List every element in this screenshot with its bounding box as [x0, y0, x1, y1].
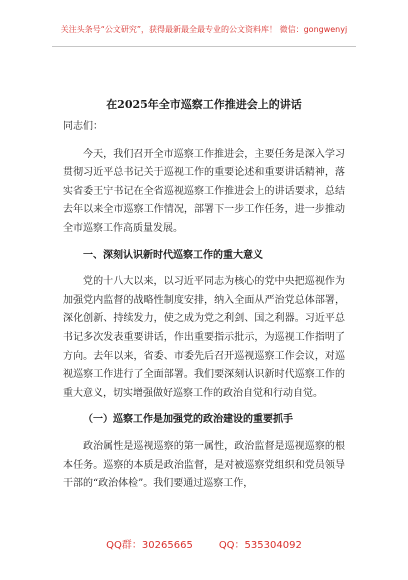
- document-title: 在2025年全市巡察工作推进会上的讲话: [106, 98, 302, 111]
- section-paragraph-1: 党的十八大以来，以习近平同志为核心的党中央把巡视作为加强党内监督的战略性制度安排，纳入全面从严治党总体部署，深化创新、持续发力，使之成为党之利剑、国之利器。习近平总书记多次发表重要讲话，作出重要指示批示，为巡视工作指明了方向。去年以来，省委、市委先后召开巡视巡察工作会议，对巡视巡察工作进行了全面部署。我们要深刻认识新时代巡察工作的重大意义，切实增强做好巡察工作的政治自觉和行动自觉。: [63, 276, 345, 399]
- document-body: [63, 118, 345, 494]
- footer-contact: [0, 536, 408, 551]
- subsection-paragraph-1: 政治属性是巡视巡察的第一属性，政治监督是巡视巡察的根本任务。巡察的本质是政治监督，是对被巡察党组织和党员领导干部的“政治体检”。我们要通过巡察工作，: [63, 440, 345, 490]
- footer-qq-group: QQ群：30265665: [106, 540, 193, 551]
- header-divider: [52, 46, 356, 47]
- salutation: 同志们：: [63, 121, 103, 132]
- subsection-heading-1: （一）巡察工作是加强党的政治建设的重要抓手: [83, 414, 293, 426]
- footer-qq: QQ：535304092: [218, 540, 302, 551]
- section-heading-1: 一、深刻认识新时代巡察工作的重大意义: [83, 249, 263, 261]
- intro-paragraph: 今天，我们召开全市巡察工作推进会，主要任务是深入学习贯彻习近平总书记关于巡视工作的重要论述和重要讲话精神，落实省委王宁书记在全省巡视巡察工作推进会上的讲话要求，总结去年以来全市巡察工作情况，部署下一步工作任务，进一步推动全市巡察工作高质量发展。: [63, 148, 345, 234]
- header-banner: 关注头条号“公文研究”，获得最新最全最专业的公文资料库！ 微信：gongwenyj: [60, 25, 348, 34]
